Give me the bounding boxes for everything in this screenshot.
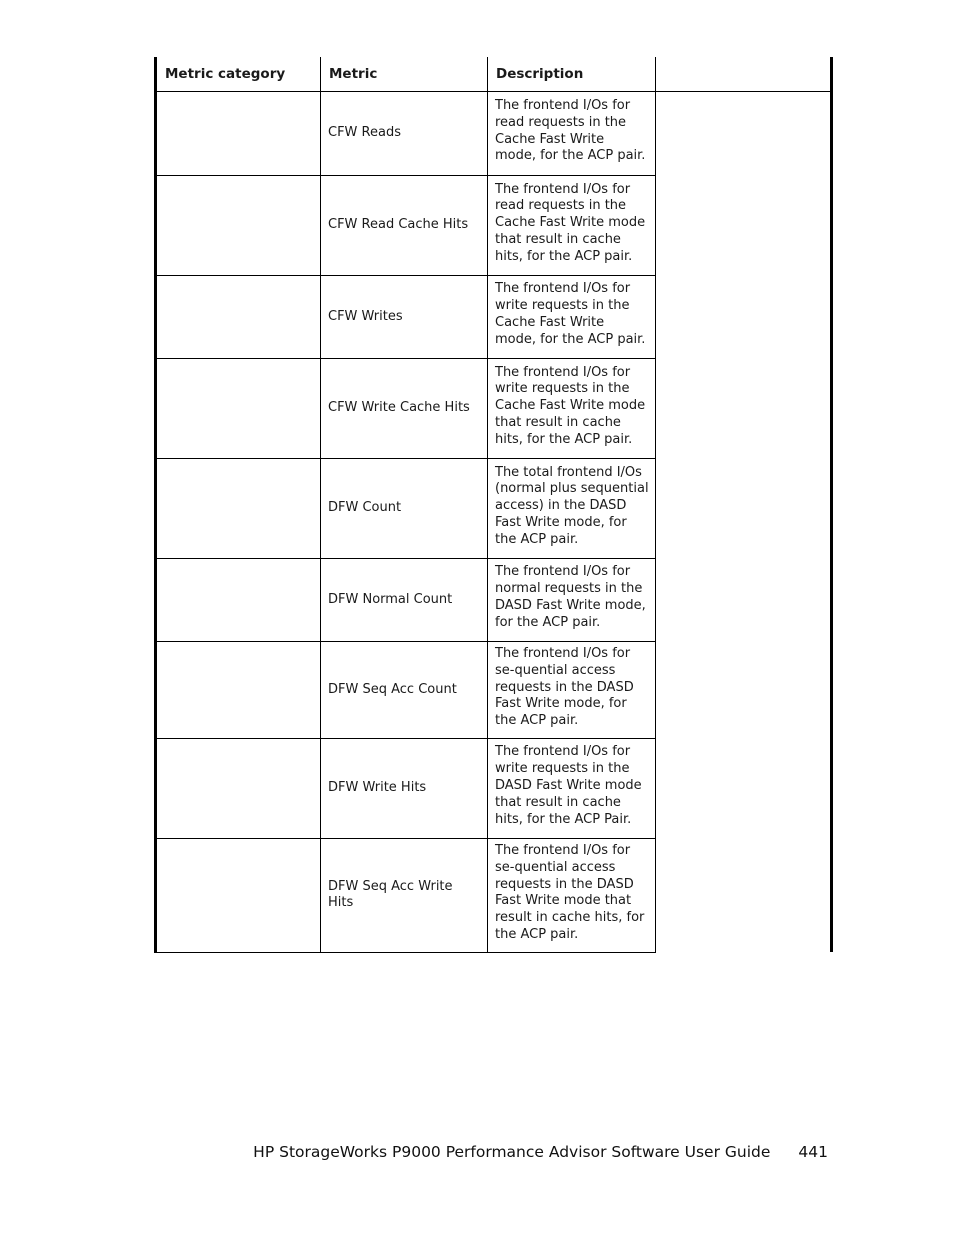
header-metric: Metric bbox=[321, 57, 488, 92]
cell-category bbox=[156, 559, 321, 642]
header-extra bbox=[656, 57, 832, 92]
cell-metric: CFW Write Cache Hits bbox=[321, 359, 488, 459]
page-footer bbox=[253, 1143, 828, 1161]
footer-title: HP StorageWorks P9000 Performance Advisor Software User Guide bbox=[253, 1143, 771, 1161]
cell-metric: CFW Reads bbox=[321, 92, 488, 176]
cell-metric: DFW Seq Acc Count bbox=[321, 642, 488, 739]
cell-category bbox=[156, 276, 321, 359]
page-number: 441 bbox=[798, 1143, 828, 1161]
cell-category bbox=[156, 92, 321, 176]
cell-description: The total frontend I/Os (normal plus sequential access) in the DASD Fast Write mode, for the ACP pair. bbox=[488, 459, 656, 559]
cell-metric: DFW Normal Count bbox=[321, 559, 488, 642]
header-description: Description bbox=[488, 57, 656, 92]
cell-metric: CFW Read Cache Hits bbox=[321, 176, 488, 276]
table-row bbox=[156, 92, 832, 176]
cell-category bbox=[156, 738, 321, 838]
cell-category bbox=[156, 642, 321, 739]
cell-description: The frontend I/Os for write requests in the Cache Fast Write mode that result in cache hits, for the ACP pair. bbox=[488, 359, 656, 459]
cell-metric: DFW Count bbox=[321, 459, 488, 559]
cell-description: The frontend I/Os for read requests in the Cache Fast Write mode, for the ACP pair. bbox=[488, 92, 656, 176]
cell-description: The frontend I/Os for normal requests in the DASD Fast Write mode, for the ACP pair. bbox=[488, 559, 656, 642]
cell-category bbox=[156, 359, 321, 459]
cell-description: The frontend I/Os for write requests in the DASD Fast Write mode that result in cache hits, for the ACP Pair. bbox=[488, 738, 656, 838]
cell-description: The frontend I/Os for se-quential access requests in the DASD Fast Write mode that result in cache hits, for the ACP pair. bbox=[488, 838, 656, 952]
cell-description: The frontend I/Os for write requests in the Cache Fast Write mode, for the ACP pair. bbox=[488, 276, 656, 359]
table-header-row bbox=[156, 57, 832, 92]
cell-description: The frontend I/Os for read requests in the Cache Fast Write mode that result in cache hits, for the ACP pair. bbox=[488, 176, 656, 276]
cell-extra bbox=[656, 92, 832, 953]
cell-description: The frontend I/Os for se-quential access requests in the DASD Fast Write mode, for the ACP pair. bbox=[488, 642, 656, 739]
cell-category bbox=[156, 838, 321, 952]
header-metric-category: Metric category bbox=[156, 57, 321, 92]
cell-metric: DFW Write Hits bbox=[321, 738, 488, 838]
cell-category bbox=[156, 176, 321, 276]
cell-metric: DFW Seq Acc Write Hits bbox=[321, 838, 488, 952]
cell-metric: CFW Writes bbox=[321, 276, 488, 359]
metrics-table bbox=[154, 57, 833, 953]
cell-category bbox=[156, 459, 321, 559]
